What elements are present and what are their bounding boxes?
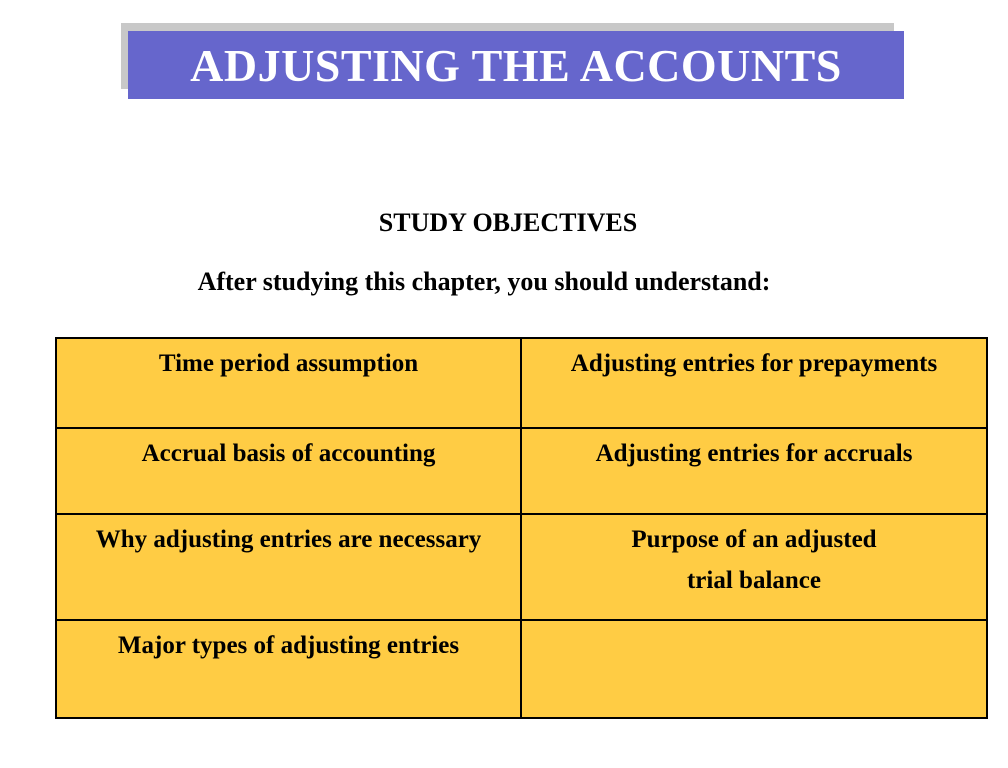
- objective-line: trial balance: [686, 566, 821, 594]
- table-row: [56, 620, 987, 718]
- study-objectives-heading: STUDY OBJECTIVES: [378, 208, 638, 237]
- objective-line: Purpose of an adjusted: [631, 526, 877, 553]
- table-row: [56, 428, 987, 514]
- objective-cell: Why adjusting entries are necessary: [56, 514, 521, 620]
- slide-title: ADJUSTING THE ACCOUNTS: [190, 39, 842, 91]
- objective-cell: Time period assumption: [56, 338, 521, 428]
- title-banner: [128, 31, 904, 99]
- objective-cell: [521, 514, 987, 620]
- table-row: [56, 338, 987, 428]
- objective-cell: Adjusting entries for prepayments: [521, 338, 987, 428]
- objective-cell: Accrual basis of accounting: [56, 428, 521, 514]
- objectives-table: [55, 337, 988, 719]
- objective-cell: Adjusting entries for accruals: [521, 428, 987, 514]
- empty-cell: [521, 620, 987, 718]
- intro-text: After studying this chapter, you should understand:: [197, 267, 771, 296]
- objective-cell: Major types of adjusting entries: [56, 620, 521, 718]
- table-row: [56, 514, 987, 620]
